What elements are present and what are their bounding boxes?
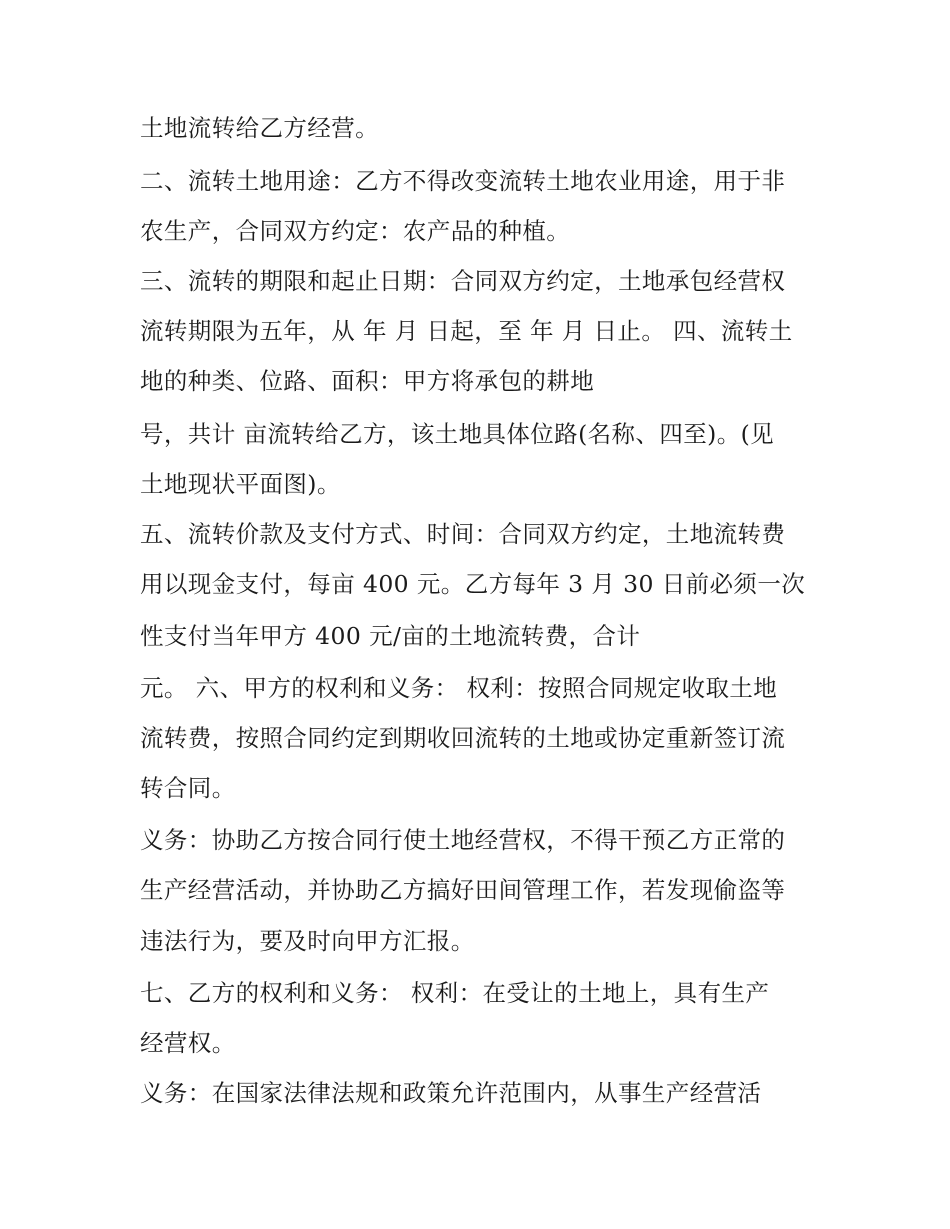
text-line: 义务：协助乙方按合同行使土地经营权，不得干预乙方正常的 (140, 826, 786, 854)
text-line: 义务：在国家法律法规和政策允许范围内，从事生产经营活 (140, 1079, 762, 1107)
text-line: 五、流转价款及支付方式、时间：合同双方约定，土地流转费 (140, 520, 786, 548)
text-line: 违法行为，要及时向甲方汇报。 (140, 927, 475, 955)
text-line: 土地流转给乙方经营。 (140, 114, 379, 142)
text-line: 流转费，按照合同约定到期收回流转的土地或协定重新签订流 (140, 724, 786, 752)
text-line: 生产经营活动，并协助乙方搞好田间管理工作，若发现偷盗等 (140, 876, 786, 904)
text-line: 性支付当年甲方 400 元/亩的土地流转费，合计 (140, 622, 641, 650)
text-line: 二、流转土地用途：乙方不得改变流转土地农业用途，用于非 (140, 167, 786, 195)
text-line: 元。 六、甲方的权利和义务： 权利：按照合同规定收取土地 (140, 674, 778, 702)
text-line: 用以现金支付，每亩 400 元。乙方每年 3 月 30 日前必须一次 (140, 570, 806, 598)
text-line: 经营权。 (140, 1029, 236, 1057)
text-line: 农生产，合同双方约定：农产品的种植。 (140, 217, 571, 245)
text-line: 流转期限为五年，从 年 月 日起，至 年 月 日止。 四、流转土 (140, 317, 793, 345)
text-line: 三、流转的期限和起止日期：合同双方约定，土地承包经营权 (140, 267, 786, 295)
text-line: 土地现状平面图)。 (140, 470, 341, 498)
text-line: 号，共计 亩流转给乙方，该土地具体位路(名称、四至)。(见 (140, 420, 775, 448)
text-line: 地的种类、位路、面积：甲方将承包的耕地 (140, 367, 595, 395)
text-line: 转合同。 (140, 774, 236, 802)
text-line: 七、乙方的权利和义务： 权利：在受让的土地上，具有生产 (140, 979, 770, 1007)
